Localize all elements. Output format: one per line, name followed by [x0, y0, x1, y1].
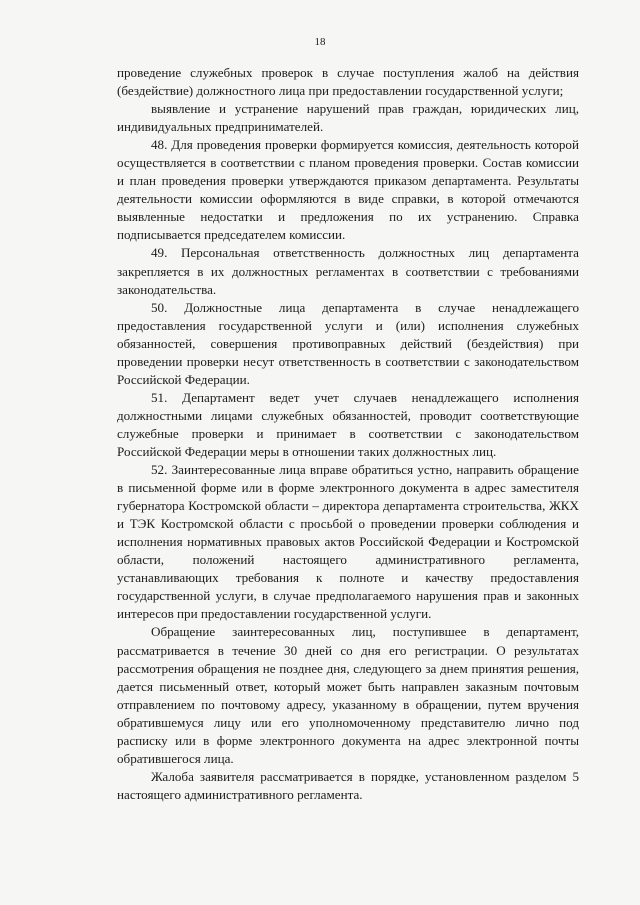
- paragraph-52: 52. Заинтересованные лица вправе обратиться устно, направить обращение в письменной форме или в форме электронного документа в адрес заместителя губернатора Костромской области – директора департамента строительства, ЖКХ и ТЭК Костромской области с просьбой о проведении проверки соблюдения и исполнения нормативных правовых актов Российской Федерации и Костромской области, положений настоящего административного регламента, устанавливающих требования к полноте и качеству предоставления государственной услуги, в случае предполагаемого нарушения прав и законных интересов при предоставлении государственной услуги.: [117, 462, 579, 622]
- paragraph-48: 48. Для проведения проверки формируется комиссия, деятельность которой осуществляется в соответствии с планом проведения проверки. Состав комиссии и план проведения проверки утверждаются приказом департамента. Результаты деятельности комиссии оформляются в виде справки, в которой отмечаются выявленные недостатки и предложения по их устранению. Справка подписывается председателем комиссии.: [117, 137, 579, 243]
- paragraph-51: 51. Департамент ведет учет случаев ненадлежащего исполнения должностными лицами служебных обязанностей, проводит соответствующие служебные проверки и принимает в соответствии с законодательством Российской Федерации меры в отношении таких должностных лиц.: [117, 389, 579, 459]
- paragraph-list-item-violations: выявление и устранение нарушений прав граждан, юридических лиц, индивидуальных предпринимателей.: [117, 101, 579, 135]
- page-number: 18: [314, 36, 326, 48]
- paragraph-50: 50. Должностные лица департамента в случае ненадлежащего предоставления государственной услуги и (или) исполнения служебных обязанностей, совершения противоправных действий (бездействия) при проведении проверки несут ответственность в соответствии с законодательством Российской Федерации.: [117, 299, 579, 387]
- paragraph-49: 49. Персональная ответственность должностных лиц департамента закрепляется в их должностных регламентах в соответствии с требованиями законодательства.: [117, 245, 579, 297]
- paragraph-complaint: Жалоба заявителя рассматривается в порядке, установленном разделом 5 настоящего административного регламента.: [117, 768, 579, 802]
- document-body: [117, 64, 579, 804]
- paragraph-list-item-inspections: проведение служебных проверок в случае поступления жалоб на действия (бездействие) должностного лица при предоставлении государственной услуги;: [117, 65, 579, 99]
- paragraph-appeal-review: Обращение заинтересованных лиц, поступившее в департамент, рассматривается в течение 30 дней со дня его регистрации. О результатах рассмотрения обращения не позднее дня, следующего за днем принятия решения, дается письменный ответ, который может быть направлен заказным почтовым отправлением по почтовому адресу, указанному в обращении, путем вручения обратившемуся лицу или его уполномоченному представителю лично под расписку или в форме электронного документа на адрес электронной почты обратившегося лица.: [117, 624, 579, 766]
